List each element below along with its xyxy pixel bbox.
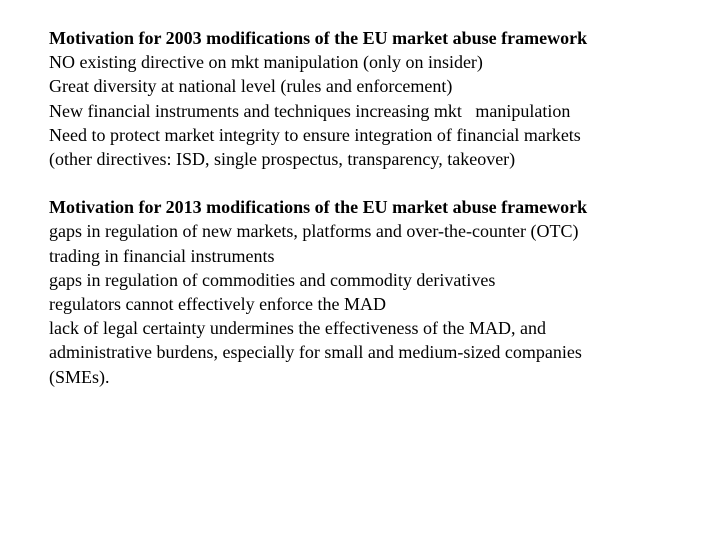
slide-content — [49, 26, 699, 389]
text-line: gaps in regulation of commodities and commodity derivatives — [49, 269, 496, 290]
text-line: lack of legal certainty undermines the effectiveness of the MAD, and — [49, 318, 546, 339]
text-line: regulators cannot effectively enforce the MAD — [49, 294, 387, 315]
section-heading: Motivation for 2003 modifications of the EU market abuse framework — [49, 28, 588, 48]
section-heading: Motivation for 2013 modifications of the EU market abuse framework — [49, 197, 588, 218]
text-line: (other directives: ISD, single prospectus, transparency, takeover) — [49, 149, 516, 170]
text-line: gaps in regulation of new markets, platforms and over-the-counter (OTC) — [49, 221, 579, 242]
text-line: Need to protect market integrity to ensure integration of financial markets — [49, 124, 581, 145]
text-line: (SMEs). — [49, 366, 110, 387]
text-line: trading in financial instruments — [49, 245, 275, 266]
text-line: Great diversity at national level (rules and enforcement) — [49, 76, 453, 97]
text-line: NO existing directive on mkt manipulation (only on insider) — [49, 52, 483, 73]
section-2013 — [49, 195, 699, 389]
section-2003 — [49, 26, 699, 171]
text-line: administrative burdens, especially for small and medium-sized companies — [49, 342, 582, 363]
text-line: New financial instruments and techniques increasing mkt manipulation — [49, 100, 571, 121]
